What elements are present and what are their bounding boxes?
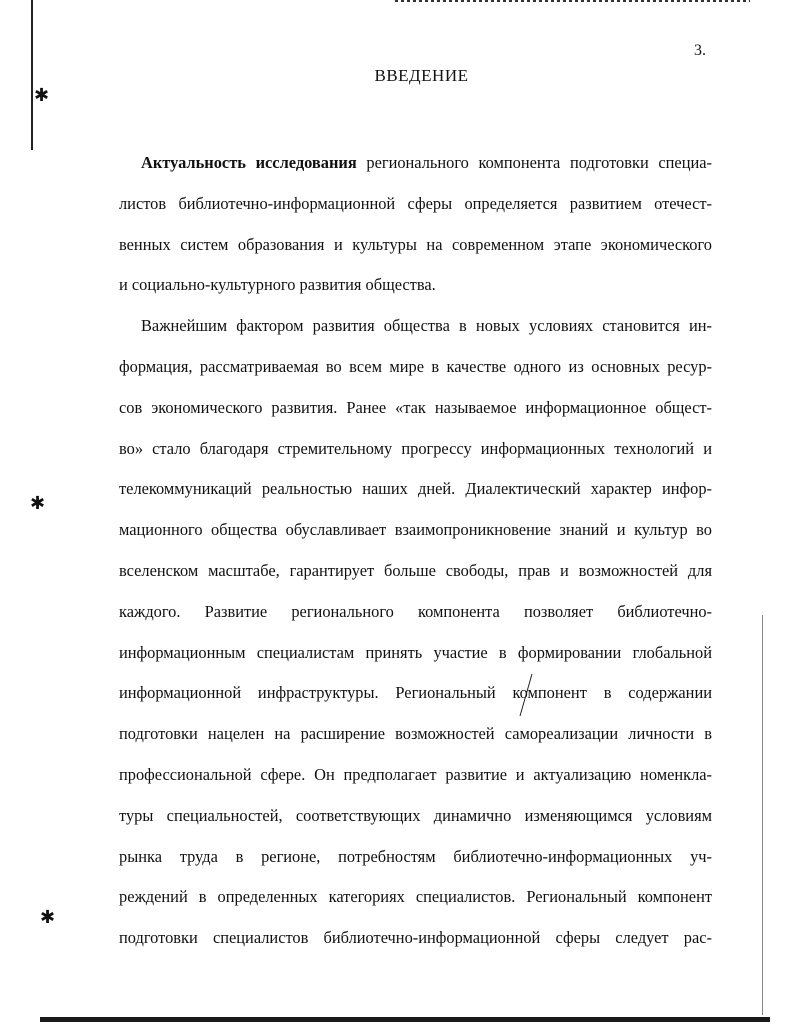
margin-mark-icon: ✱ xyxy=(40,907,56,927)
page-title: ВВЕДЕНИЕ xyxy=(374,66,469,85)
scan-edge-bottom xyxy=(40,1017,770,1022)
scan-edge-top xyxy=(395,0,750,2)
paragraph-1-line-3: венных систем образования и культуры на современном этапе экономического xyxy=(119,234,712,254)
paragraph-2-line: Важнейшим фактором развития общества в новых условиях становится ин- xyxy=(141,316,712,336)
paragraph-1-line-1 xyxy=(119,143,712,184)
paragraph-1-line-4: и социально-культурного развития общества. xyxy=(119,275,436,295)
paragraph-2-line: во» стало благодаря стремительному прогрессу информационных технологий и xyxy=(119,438,712,458)
margin-mark-icon: ✱ xyxy=(34,85,50,105)
page-number: 3. xyxy=(694,42,706,59)
scan-edge-right xyxy=(762,615,763,1015)
paragraph-2-line: информационным специалистам принять участие в формировании глобальной xyxy=(119,642,712,662)
paragraph-2-line: мационного общества обуславливает взаимопроникновение знаний и культур во xyxy=(119,520,712,540)
paragraph-2-line: реждений в определенных категориях специалистов. Региональный компонент xyxy=(119,887,712,907)
lead-rest: регионального компонента подготовки специа- xyxy=(356,153,712,172)
pen-stroke-mark xyxy=(516,672,536,718)
paragraph-2-line: профессиональной сфере. Он предполагает развитие и актуализацию номенкла- xyxy=(119,764,712,784)
margin-mark-icon: ✱ xyxy=(30,493,46,513)
paragraph-2-line: вселенском масштабе, гарантирует больше свободы, прав и возможностей для xyxy=(119,560,712,580)
paragraph-2-line: информационной инфраструктуры. Региональный компонент в содержании xyxy=(119,683,712,703)
paragraph-2-line: телекоммуникаций реальностью наших дней. Диалектический характер инфор- xyxy=(119,479,712,499)
paragraph-1-line-2: листов библиотечно-информационной сферы определяется развитием отечест- xyxy=(119,193,712,213)
body-text xyxy=(119,143,712,959)
paragraph-2-line: подготовки специалистов библиотечно-информационной сферы следует рас- xyxy=(119,928,712,948)
paragraph-2-line: рынка труда в регионе, потребностям библиотечно-информационных уч- xyxy=(119,846,712,866)
paragraph-2-line: сов экономического развития. Ранее «так называемое информационное общест- xyxy=(119,397,712,417)
paragraph-2-line: туры специальностей, соответствующих динамично изменяющимся условиям xyxy=(119,805,712,825)
paragraph-2-line: формация, рассматриваемая во всем мире в качестве одного из основных ресур- xyxy=(119,356,712,376)
lead-phrase: Актуальность исследования xyxy=(141,153,357,172)
paragraph-2-line: подготовки нацелен на расширение возможностей самореализации личности в xyxy=(119,724,712,744)
paragraph-2-line: каждого. Развитие регионального компонента позволяет библиотечно- xyxy=(119,601,712,621)
